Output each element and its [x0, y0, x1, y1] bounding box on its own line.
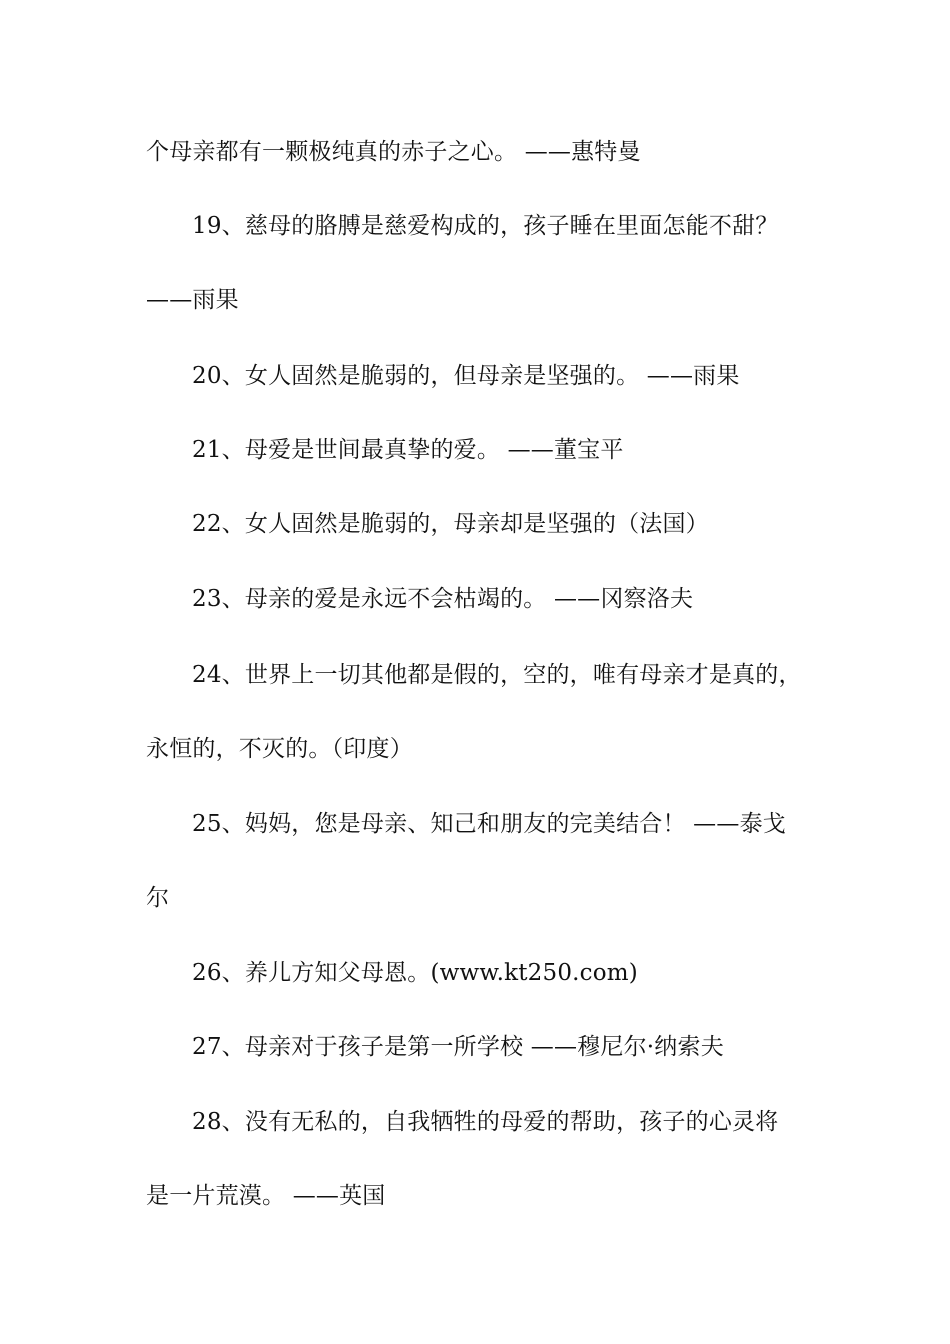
text-line: 尔 — [146, 885, 170, 911]
text-line: ——雨果 — [146, 287, 239, 313]
quote-22-line: 22、女人固然是脆弱的，母亲却是坚强的（法国） — [192, 511, 709, 537]
quote-19-line: 19、慈母的胳膊是慈爱构成的，孩子睡在里面怎能不甜？ — [192, 213, 779, 239]
quote-26-line: 26、养儿方知父母恩。(www.kt250.com) — [192, 960, 638, 986]
quote-21-line: 21、母爱是世间最真挚的爱。 ——董宝平 — [192, 437, 624, 463]
quote-25-line: 25、妈妈，您是母亲、知己和朋友的完美结合！ ——泰戈 — [192, 811, 786, 837]
text-line: 个母亲都有一颗极纯真的赤子之心。 ——惠特曼 — [146, 139, 641, 165]
quote-27-line: 27、母亲对于孩子是第一所学校 ——穆尼尔·纳索夫 — [192, 1034, 724, 1060]
quote-20-line: 20、女人固然是脆弱的，但母亲是坚强的。 ——雨果 — [192, 363, 740, 389]
text-line: 永恒的，不灭的。（印度） — [146, 736, 413, 762]
quote-23-line: 23、母亲的爱是永远不会枯竭的。 ——冈察洛夫 — [192, 586, 694, 612]
quote-28-line: 28、没有无私的，自我牺牲的母爱的帮助，孩子的心灵将 — [192, 1109, 779, 1135]
text-line: 是一片荒漠。 ——英国 — [146, 1183, 386, 1209]
quote-24-line: 24、世界上一切其他都是假的，空的，唯有母亲才是真的， — [192, 662, 802, 688]
